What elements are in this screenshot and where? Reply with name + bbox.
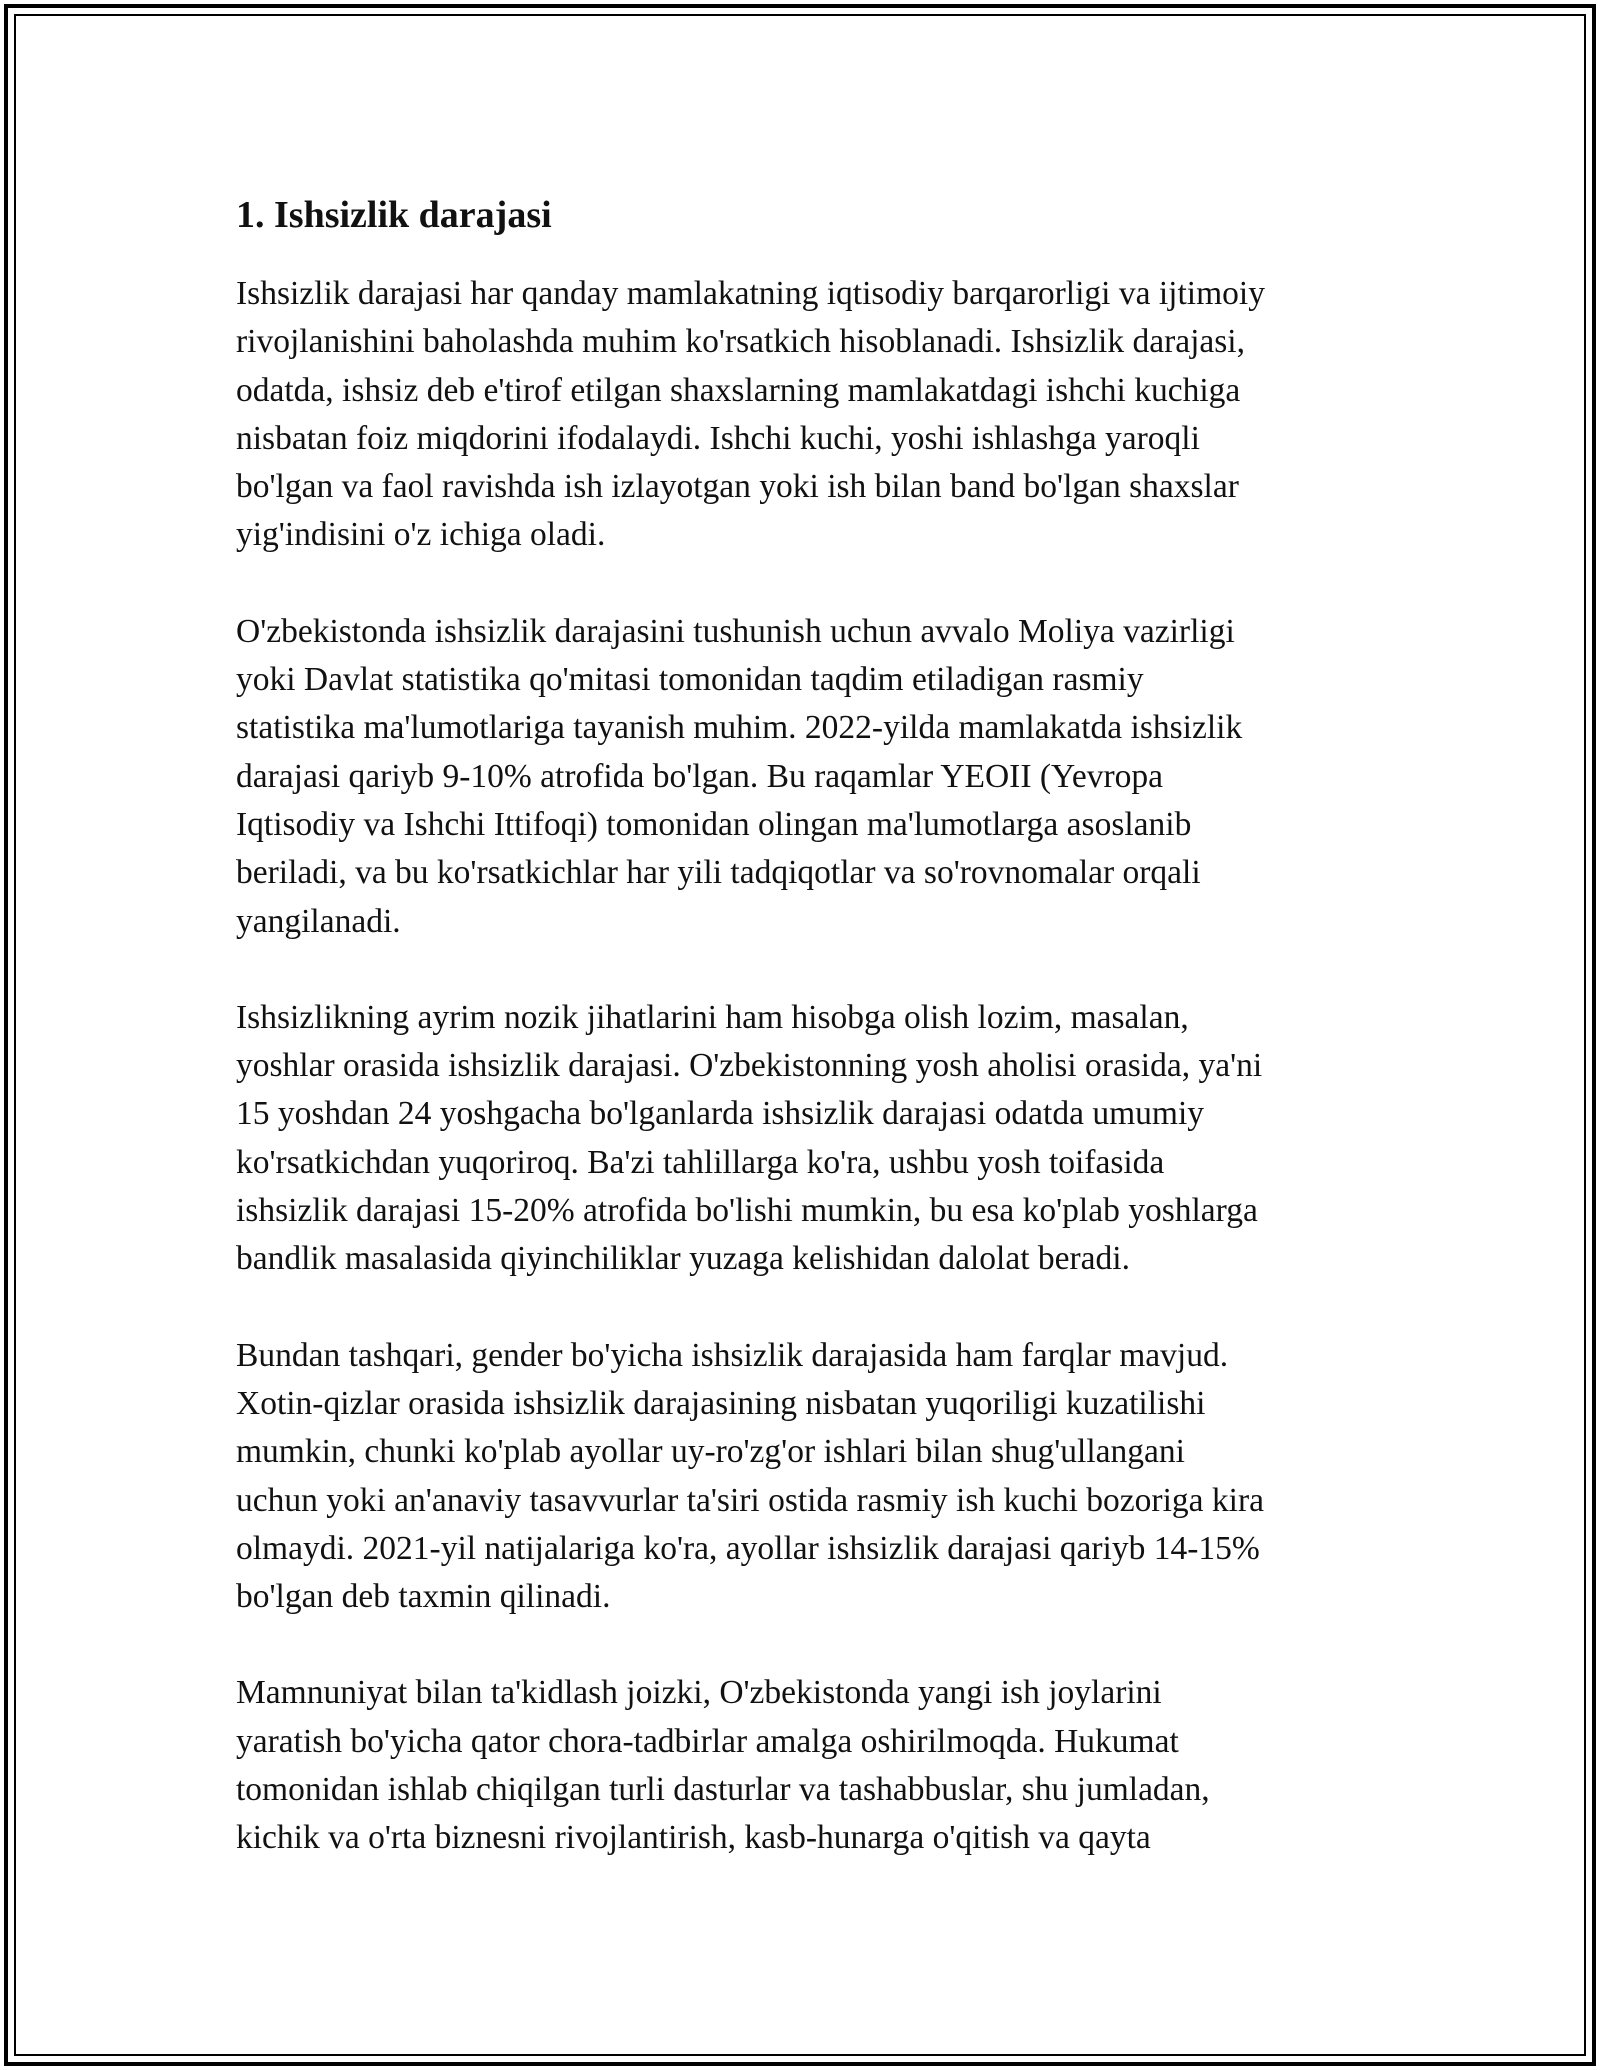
paragraph-1: Ishsizlik darajasi har qanday mamlakatning iqtisodiy barqarorligi va ijtimoiy rivojlanishini baholashda muhim ko'rsatkich hisoblanadi. Ishsizlik darajasi, odatda, ishsiz deb e'tirof etilgan shaxslarning mamlakatdagi ishchi kuchiga nisbatan foiz miqdorini ifodalaydi. Ishchi kuchi, yoshi ishlashga yaroqli bo'lgan va faol ravishda ish izlayotgan yoki ish bilan band bo'lgan shaxslar yig'indisini o'z ichiga oladi. xyxy=(236,275,1265,554)
section-heading: 1. Ishsizlik darajasi xyxy=(236,194,552,236)
paragraph-2: O'zbekistonda ishsizlik darajasini tushunish uchun avvalo Moliya vazirligi yoki Davlat statistika qo'mitasi tomonidan taqdim etiladigan rasmiy statistika ma'lumotlariga tayanish muhim. 2022-yilda mamlakatda ishsizlik darajasi qariyb 9-10% atrofida bo'lgan. Bu raqamlar YEOII (Yevropa Iqtisodiy va Ishchi Ittifoqi) tomonidan olingan ma'lumotlarga asoslanib beriladi, va bu ko'rsatkichlar har yili tadqiqotlar va so'rovnomalar orqali yangilanadi. xyxy=(236,612,1243,940)
paragraph-4: Bundan tashqari, gender bo'yicha ishsizlik darajasida ham farqlar mavjud. Xotin-qizlar orasida ishsizlik darajasining nisbatan yuqoriligi kuzatilishi mumkin, chunki ko'plab ayollar uy-ro'zg'or ishlari bilan shug'ullangani uchun yoki an'anaviy tasavvurlar ta'siri ostida rasmiy ish kuchi bozoriga kira olmaydi. 2021-yil natijalariga ko'ra, ayollar ishsizlik darajasi qariyb 14-15% bo'lgan deb taxmin qilinadi. xyxy=(236,1336,1264,1616)
document-body xyxy=(236,186,1366,1911)
paragraph-5: Mamnuniyat bilan ta'kidlash joizki, O'zbekistonda yangi ish joylarini yaratish bo'yicha qator chora-tadbirlar amalga oshirilmoqda. Hukumat tomonidan ishlab chiqilgan turli dasturlar va tashabbuslar, shu jumladan, kichik va o'rta biznesni rivojlantirish, kasb-hunarga o'qitish va qayta xyxy=(236,1674,1210,1857)
paragraph-3: Ishsizlikning ayrim nozik jihatlarini ham hisobga olish lozim, masalan, yoshlar orasida ishsizlik darajasi. O'zbekistonning yosh aholisi orasida, ya'ni 15 yoshdan 24 yoshgacha bo'lganlarda ishsizlik darajasi odatda umumiy ko'rsatkichdan yuqoriroq. Ba'zi tahlillarga ko'ra, ushbu yosh toifasida ishsizlik darajasi 15-20% atrofida bo'lishi mumkin, bu esa ko'plab yoshlarga bandlik masalasida qiyinchiliklar yuzaga kelishidan dalolat beradi. xyxy=(236,998,1263,1278)
